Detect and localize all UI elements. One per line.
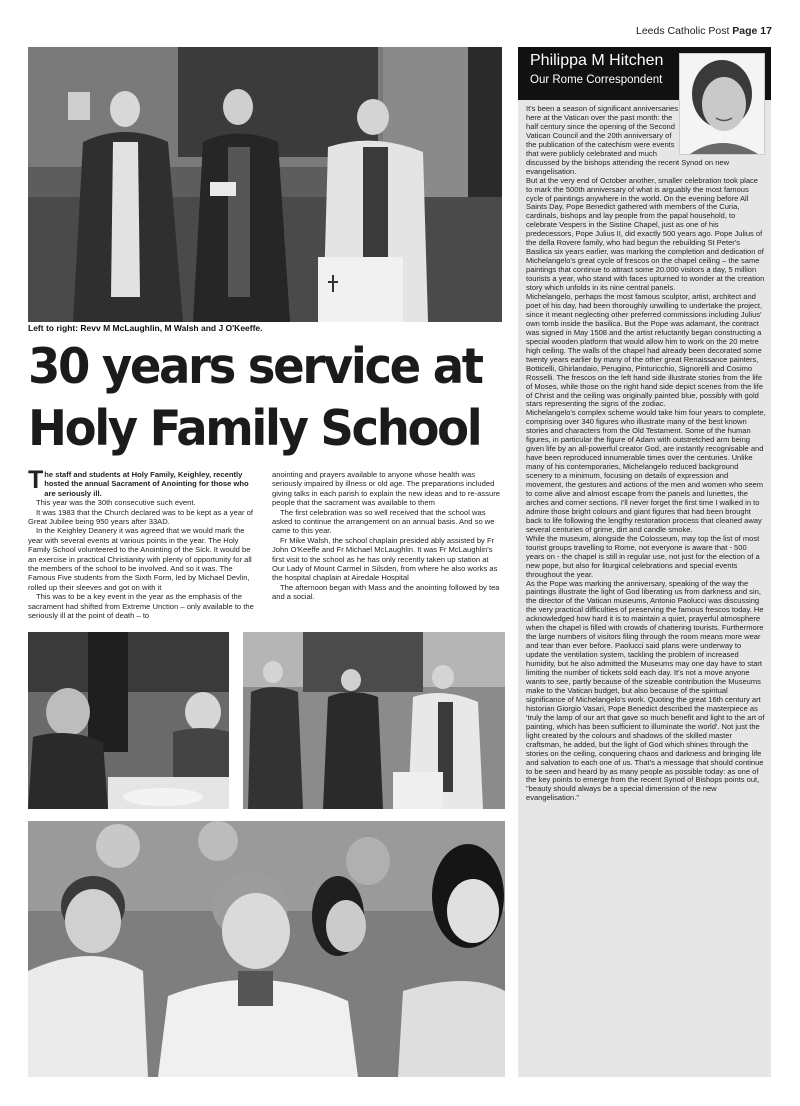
column-paragraph: As the Pope was marking the anniversary, speaking of the way the paintings illustrate the light of God liberating us from darkness and sin, the director of the Vatican museums, Antonio Paolucci was discussing the very practical difficulties of preserving the famous frescos today. He acknowledged how hard it is to maintain a quiet, prayerful atmosphere when the chapel is filled with crowds of chattering tourists. Furthermore the large numbers of visitors filing through the room means more wear and tear than ever before. Paolucci said plans were underway to update the ventilation system, tackling the problem of increased humidity, but he also admitted the Museums may one day have to start limiting the number of tickets sold each day. It's not a move anyone wants to see, partly because of the sizeable contribution the Museums make to the Vatican budget, but also because of the spiritual significance of Michelangelo's work. Quoting the great 16th century art historian Giorgio Vasari, Pope Benedict described the masterpiece as 'truly the lamp of our art that gave so much benefit and light to the art of painting, which has been sufficient to illuminate the world'. Not just the light created by the colours and shadows of the skilled master craftsman, he added, but the light of God which shines through the stories on the ceiling, conquering chaos and darkness and bringing life and salvation to each one of us. That's a message that should continue to be seen and heard by as many people as possible today: as one of the key points to emerge from the recent Synod of Bishops points out, "beauty should always be a special dimension of the new evangelisation." (526, 578, 765, 803)
column-paragraph: But at the very end of October another, smaller celebration took place to mark the 500th anniversary of what is arguably the most famous cycle of paintings anywhere in the world. On the evening before All Saints Day, Pope Benedict gathered with members of the Curia, cardinals, bishops and lay people from the papal household, to celebrate Vespers in the Sistine Chapel, just as one of his predecessors, Pope Julius II, did exactly 500 years ago. Pope Julius of the della Rovere family, who had begun the rebuilding St Peter's Basilica six years earlier, was marking the completion and dedication of Michelangelo's great cycle of frescos on the chapel ceiling – the same paintings that continue to attract some 20.000 visitors a day, 5 million tourists a year, who stand with faces upturned to wonder at the creation story which unfolds in its nine central panels. (526, 175, 765, 293)
column-paragraph: Michelangelo's complex scheme would take him four years to complete, comprising over 340 figures who illustrate many of the best known stories and characters from the Old Testament. Some of the human figures, in particular the figure of Adam with outstretched arm being given life by an all-powerful creator God, are instantly recognisable and have been reproduced innumerable times over the centuries. Unlike many of his contemporaries, Michelangelo reduced background scenery to a minimum, focusing on details of expression and movement, the gestures and actions of the men and women who seem to come alive and almost escape from the panels and lunettes, the arches and corner sections. I'll never forget the first time I walked in to admire those bright colours and giant figures that had been brought back to life following the lengthy restoration process that cleaned away several centuries of grime, dirt and candle smoke. (526, 408, 766, 534)
article-paragraph: anointing and prayers available to anyone whose health was seriously impaired by illness or old age. The preparations included giving talks in each parish to explain the new ideas and to re-assure people that the sacrament was available to them (272, 470, 500, 508)
headline-line-2: Holy Family School (28, 400, 481, 457)
column-paragraph: It's been a season of significant anniversaries here at the Vatican over the past month: the half century since the opening of the Second Vatican Council and the 20th anniversary of the publication of the catechism were events that were publicly celebrated and much discussed by the bishops attending the recent Synod on new evangelisation. (526, 104, 730, 176)
students-photo (28, 821, 505, 1077)
headline-line-1: 30 years service at (28, 338, 482, 395)
column-body (526, 105, 766, 803)
columnist-name: Philippa M Hitchen (530, 52, 664, 69)
article-paragraph: Fr Mike Walsh, the school chaplain presided ably assisted by Fr John O'Keeffe and Fr Michael McLaughlin. It was Fr McLaughlin's first visit to the school as he has only recently taken up station at Our Lady of Mount Carmel in Silsden, from where he also works as the hospital chaplain at Airedale Hospital (272, 535, 498, 583)
column-paragraph: While the museum, alongside the Colosseum, may top the list of most tourist groups travelling to Rome, not everyone is aware that - 500 years on - the chapel is still in regular use, not just for the election of a new pope, but also for liturgical celebrations and special events throughout the year. (526, 533, 760, 579)
column-paragraph: Michelangelo, perhaps the most famous sculptor, artist, architect and poet of his day, had been thoroughly unwilling to undertake the project, since it meant neglecting other preferred commissions including Julius' own tomb inside the basilica. But the Pope was adamant, the contract was signed in May 1508 and the artist reluctantly began constructing a special wooden platform that would allow him to work on the 20 metre high ceiling. The walls of the chapel had already been decorated some twenty years earlier by many of the other great Renaissance painters, Botticelli, Ghirlandaio, Perugino, Pinturicchio, Signorelli and Cosimo Rosselli. The frescos on the left hand side illustrate stories from the life of Moses, while those on the right hand side depict scenes from the life of Christ and the ceiling was originally painted blue, possibly with gold stars representing the signs of the zodiac. (526, 292, 764, 409)
rome-correspondent-column (518, 47, 771, 1077)
congregation-women-photo (28, 632, 229, 809)
article-paragraph: This year was the 30th consecutive such event. (36, 498, 196, 508)
article-paragraph: The first celebration was so well received that the school was asked to continue the arrangement on an annual basis. And so we came to this year. (272, 507, 495, 536)
article-column-2 (272, 470, 502, 602)
priests-singing-photo (28, 47, 502, 322)
publication-name: Leeds Catholic Post (635, 25, 730, 37)
article-paragraph: In the Keighley Deanery it was agreed that we would mark the year with several events at various points in the year. The Holy Family School volunteered to the Anointing of the Sick. It would be an exercise in practical Christianity with plenty of opportunity for all the members of the school to be involved. And so it was. The Famous Five students from the Sixth Form, led by Michael Devlin, rolled up their sleeves and got on with it (28, 526, 252, 592)
article-column-1 (28, 466, 258, 621)
article-lead: he staff and students at Holy Family, Keighley, recently hosted the annual Sacrament of Anointing for those who are seriously ill. (44, 470, 249, 498)
article-headline (28, 336, 484, 460)
photo-caption: Left to right: Revv M McLaughlin, M Walsh and J O'Keeffe. (28, 323, 263, 333)
three-priests-photo (243, 632, 505, 809)
page-header (636, 25, 772, 37)
columnist-role: Our Rome Correspondent (530, 74, 663, 86)
article-paragraph: It was 1983 that the Church declared was to be kept as a year of Great Jubilee being 950 years after 33AD. (28, 507, 253, 527)
drop-cap: T (28, 466, 44, 494)
article-paragraph: This was to be a key event in the year as the emphasis of the sacrament had shifted from Extreme Unction – only available to the seriously ill at the point of death – to (28, 592, 254, 621)
article-paragraph: The afternoon began with Mass and the anointing followed by tea and a social. (272, 582, 500, 602)
page-number: Page 17 (732, 25, 772, 37)
